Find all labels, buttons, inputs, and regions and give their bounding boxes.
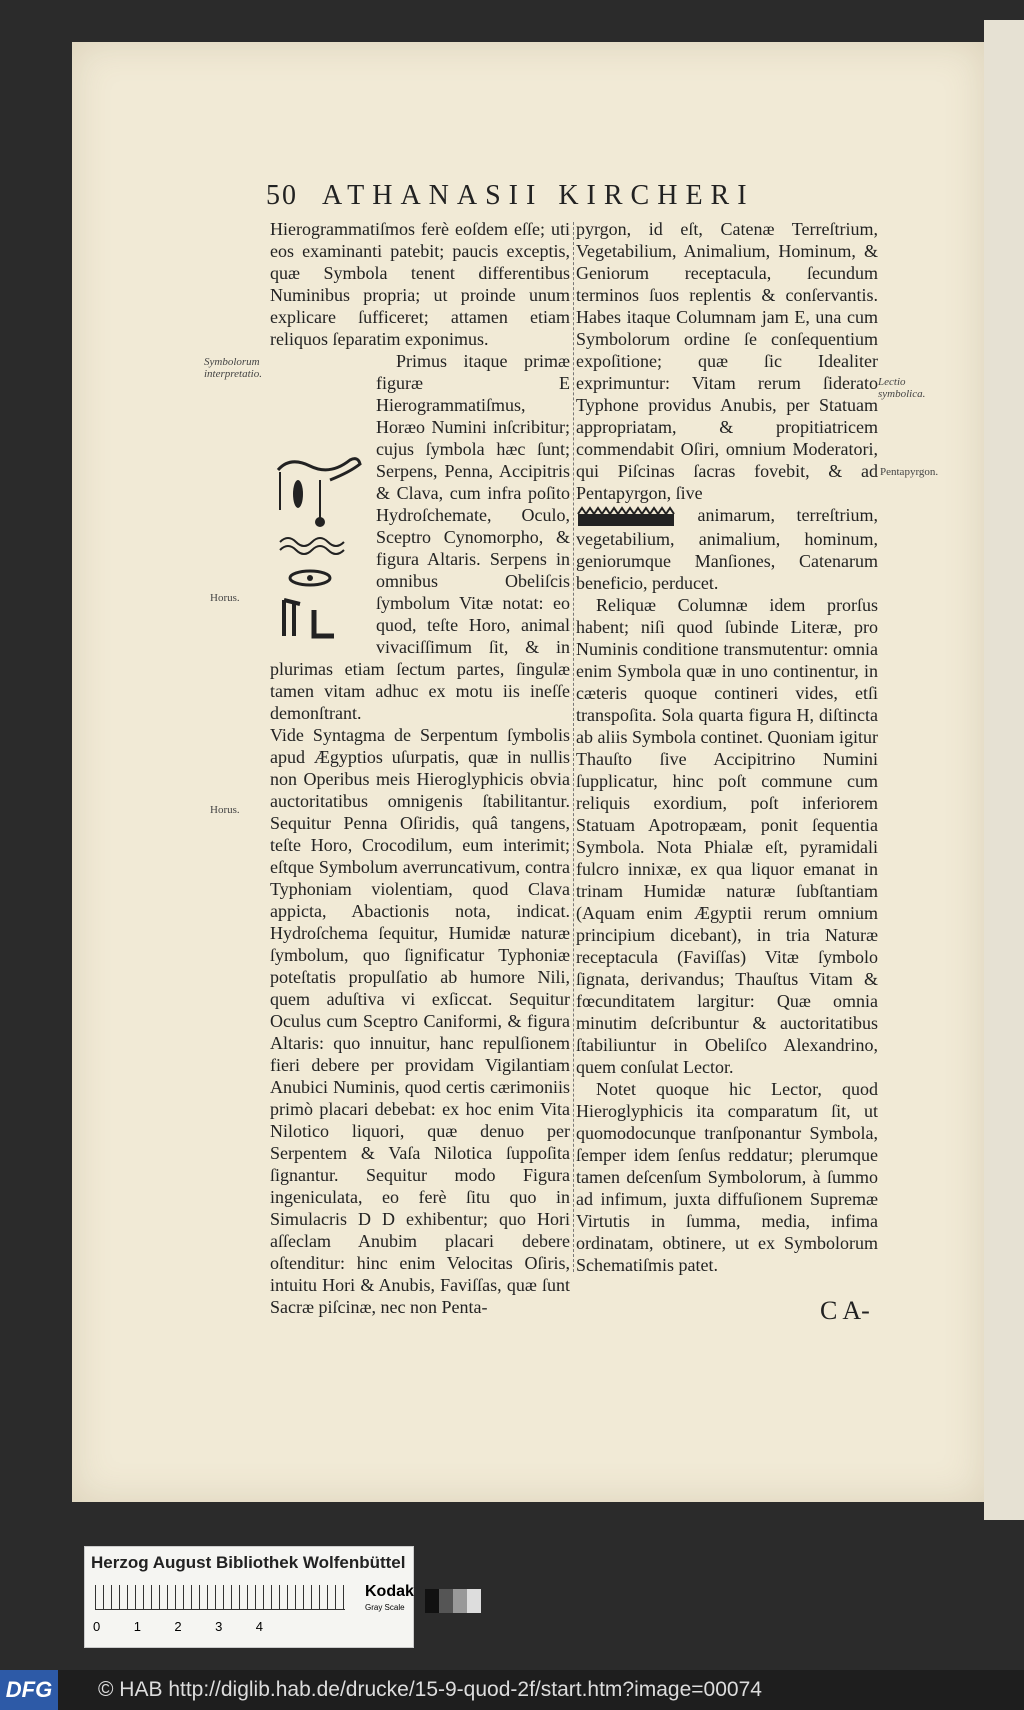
margin-note-symbolorum: Symbolorum interpretatio. bbox=[204, 356, 262, 380]
paragraph: pyrgon, id eſt, Catenæ Terreſtrium, Vegetabilium, Animalium, Hominum, & Geniorum receptacula, ſecundum terminos ſuos replentis & conſervantis. Habes itaque Columnam jam E, una cum Symbolorum ordine ſe conſequentium expoſitione; quæ ſic Idealiter exprimuntur: Vitam rerum ſiderato Typhone providus Anubis, per Statuam appropriatam, & propitiatricem commendabit Oſiri, omnium Moderatori, qui Piſcinas ſacras fovebit, & ad Pentapyrgon, ſive bbox=[576, 219, 878, 503]
margin-note-pentapyrgon: Pentapyrgon. bbox=[880, 466, 939, 478]
gray-scale-label: Gray Scale bbox=[365, 1603, 405, 1612]
ruler-number: 4 bbox=[255, 1619, 263, 1634]
hieroglyph-icon bbox=[270, 450, 366, 640]
column-divider bbox=[573, 222, 575, 1272]
paragraph: Reliquæ Columnæ idem prorſus habent; niſi quod ſubinde Literæ, pro Numinis conditione transmutentur: omnia enim Symbola quæ in uno continentur, in cæteris quoque contineri vides, etſi transpoſita. Sola quarta figura H, diſtincta ab aliis Symbola continet. Quoniam igitur Thauſto ſive Accipitrino Numini ſupplicatur, hinc poſt commune cum reliquis exordium, poſt inferiorem Statuam Apotropæam, ponit ſequentia Symbola. Nota Phialæ eſt, pyramidali fulcro innixæ, ex qua liquor emanat in trinam Humidæ naturæ ſubſtantiam (Aquam enim Ægyptii rerum omnium principium dicebant), in tria Naturæ receptacula (Faviſſas) Vitæ ſymbolo ſignata, derivandus; Thauſtus Vitam & fœcunditatem largitur: Quæ omnia minutim deſcribuntur & auctoritatibus ſtabiliuntur in Obeliſco Alexandrino, quem conſulat Lector. bbox=[576, 594, 878, 1077]
margin-note-lectio: Lectio symbolica. bbox=[878, 376, 926, 400]
paragraph: Notet quoque hic Lector, quod Hieroglyphicis ita comparatum ſit, ut quomodocunque tranſponantur Symbola, ſemper idem ſenſus reddatur; plerumque tamen deſcenſum Symbolorum, à ſummo ad infimum, juxta diffuſionem Supremæ Virtutis in ſumma, media, infima ordinatam, obtinere, ut ex Symbolorum Schematiſmis patet. bbox=[576, 1078, 878, 1275]
ruler-number: 3 bbox=[215, 1619, 223, 1634]
library-color-card bbox=[84, 1546, 414, 1648]
footer-bar bbox=[0, 1670, 1024, 1710]
right-column bbox=[576, 218, 878, 1276]
library-name: Herzog August Bibliothek Wolfenbüttel bbox=[91, 1553, 406, 1572]
ruler-number: 0 bbox=[93, 1619, 101, 1634]
left-column bbox=[270, 218, 570, 1318]
paragraph: Vide Syntagma de Serpentum ſymbolis apud Ægyptios uſurpatis, quæ in nullis non Operibus meis Hieroglyphicis obvia auctoritatibus omnigenis ſtabilitantur. Sequitur Penna Oſiridis, quâ tangens, teſte Horo, Crocodilum, eum interimit; eſtque Symbolum averruncativum, contra Typhoniam violentiam, quod Clava appicta, Abactionis nota, indicat. Hydroſchema ſequitur, Humidæ naturæ ſymbolum, quo ſignificatur Typhoniæ poteſtatis propulſatio ab humore Nili, quem aduſtiva vi exſiccat. Sequitur Oculus cum Sceptro Caniformi, & figura Altaris: quo innuitur, hanc repulſionem fieri debere per providam Vigilantiam Anubici Numinis, quod certis cærimoniis primò placari debebat: ex hoc enim Vita Nilotico liquori, quæ denuo per Serpentem & Vaſa Nilotica ſuppoſita ſignantur. Sequitur modo Figura ingeniculata, eo ferè ſitu quo in Simulacris D D exhibentur; quo Hori aſſeclam Anubim placari debere oſtenditur: hinc enim Velocitas Oſiris, intuitu Hori & Anubis, Faviſſas, quæ ſunt Sacræ piſcinæ, nec non Penta- bbox=[270, 725, 570, 1317]
ruler-scale bbox=[95, 1585, 345, 1610]
paragraph: Primus itaque primæ figuræ E Hierogrammatiſmus, Horæo Numini inſcribitur; cujus ſymbola hæc ſunt; Serpens, Penna, Accipitris & Clava, cum infra poſito Hydroſchemate, Oculo, Sceptro Cynomorpho, & figura Altaris. Serpens in omnibus Obeliſcis ſymbolum Vitæ notat: eo quod, teſte Horo, animal vivaciſſimum ſit, & in plurimas etiam ſectum partes, ſingulæ tamen vitam adhuc ex motu iis ineſſe demonſtrant. bbox=[270, 351, 570, 723]
ruler-number: 2 bbox=[174, 1619, 182, 1634]
page-number: 50 bbox=[266, 180, 298, 211]
pentapyrgon-icon bbox=[576, 506, 676, 528]
next-page-edge bbox=[984, 20, 1024, 1520]
kodak-label: Kodak bbox=[365, 1583, 414, 1600]
ruler-number: 1 bbox=[133, 1619, 141, 1634]
dfg-logo: DFG bbox=[0, 1670, 58, 1710]
copyright-link[interactable]: © HAB http://diglib.hab.de/drucke/15-9-quod-2f/start.htm?image=00074 bbox=[98, 1678, 762, 1701]
ruler-numbers bbox=[93, 1619, 263, 1634]
paragraph: Hierogrammatiſmos ferè eoſdem eſſe; uti eos examinanti patebit; paucis exceptis, quæ Symbola tenent differentibus Numinibus propria; ut proinde unum explicare ſufficeret; attamen etiam reliquos ſeparatim exponimus. bbox=[270, 219, 570, 349]
paragraph: animarum, terreſtrium, vegetabilium, animalium, hominum, geniorumque Manſiones, Catenarum beneficio, perducet. bbox=[576, 505, 878, 593]
running-head bbox=[266, 180, 786, 212]
margin-note-horus: Horus. bbox=[210, 592, 240, 604]
page-title: ATHANASII KIRCHERI bbox=[322, 180, 755, 211]
catchword: C A- bbox=[820, 1296, 870, 1325]
hieroglyph-figure bbox=[270, 450, 366, 640]
gray-scale-swatches bbox=[425, 1589, 481, 1613]
margin-note-horus: Horus. bbox=[210, 804, 240, 816]
